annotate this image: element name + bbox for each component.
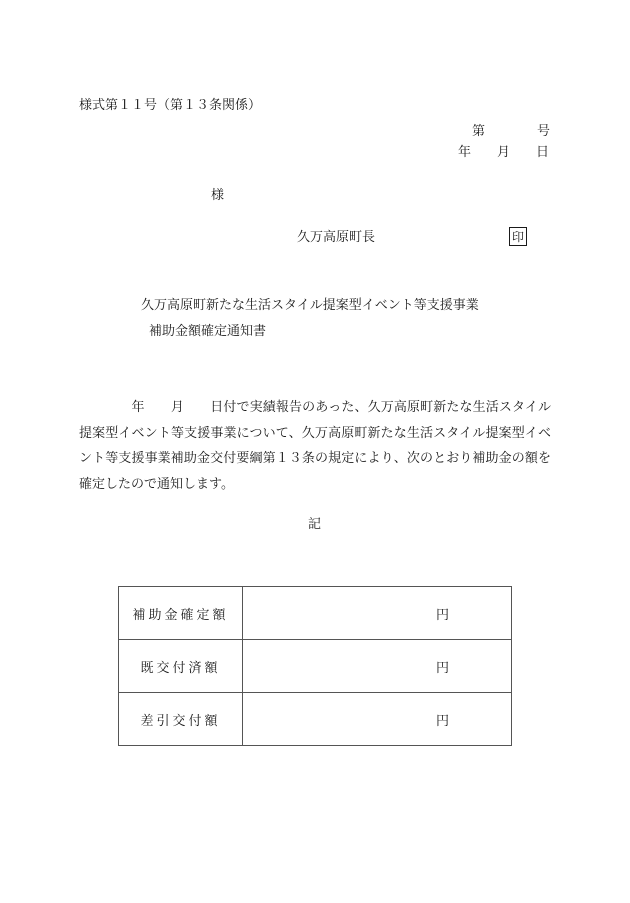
table-row xyxy=(119,640,512,693)
table-row xyxy=(119,693,512,746)
form-number: 様式第１１号（第１３条関係） xyxy=(79,98,262,113)
amount-cell: 円 xyxy=(243,693,512,746)
issuer-name: 久万高原町長 xyxy=(297,230,376,245)
amount-cell: 円 xyxy=(243,640,512,693)
note-heading: 記 xyxy=(308,517,322,532)
row-label: 補助金確定額 xyxy=(119,587,243,640)
amount-cell: 円 xyxy=(243,587,512,640)
body-paragraph: 年 月 日付で実績報告のあった、久万高原町新たな生活スタイル提案型イベント等支援事業について、久万高原町新たな生活スタイル提案型イベント等支援事業補助金交付要綱第１３条の規定により、次のとおり補助金の額を確定したので通知します。 xyxy=(79,400,551,492)
issue-date: 年 月 日 xyxy=(458,145,550,160)
addressee: 様 xyxy=(211,188,225,203)
seal-box: 印 xyxy=(509,227,527,246)
table-row xyxy=(119,587,512,640)
row-label: 差引交付額 xyxy=(119,693,243,746)
document-title-line2: 補助金額確定通知書 xyxy=(149,324,267,339)
document-title-line1: 久万高原町新たな生活スタイル提案型イベント等支援事業 xyxy=(141,298,479,313)
amount-table xyxy=(118,586,512,746)
document-number: 第 号 xyxy=(472,124,551,139)
row-label: 既交付済額 xyxy=(119,640,243,693)
